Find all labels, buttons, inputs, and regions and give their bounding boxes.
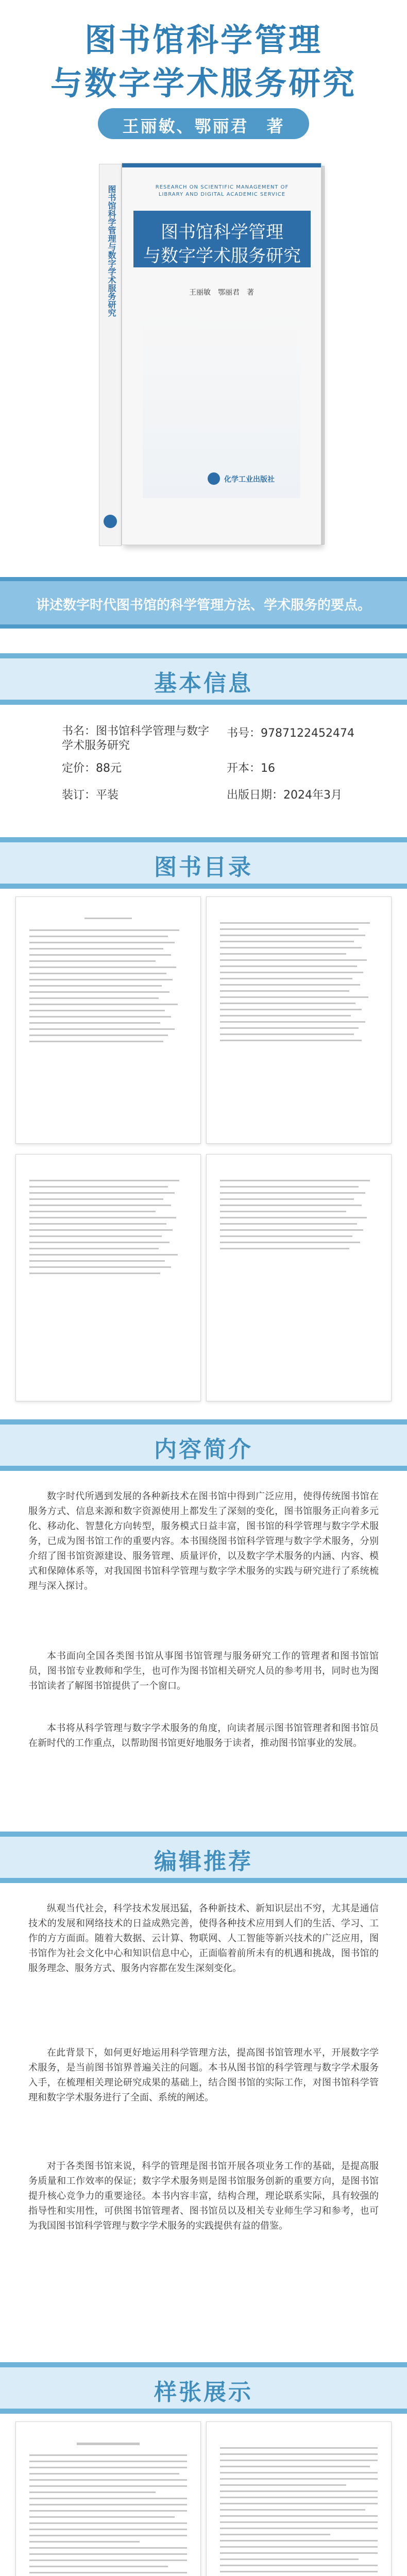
toc-page-4 <box>206 1154 392 1401</box>
spine-publisher-logo <box>104 515 117 528</box>
cover-publisher: 化学工业出版社 <box>224 476 275 484</box>
basic-info-heading: 基本信息 <box>154 670 253 697</box>
intro-body <box>0 1479 407 1819</box>
toc-pages <box>0 896 407 1412</box>
header-top-rule <box>0 1832 407 1837</box>
basic-info-header <box>0 653 407 705</box>
header-bottom-rule <box>0 2409 407 2414</box>
toc-header <box>0 837 407 889</box>
editor-heading: 编辑推荐 <box>154 1849 253 1875</box>
cover-series-en: RESEARCH ON SCIENTIFIC MANAGEMENT OF LIBRARY AND DIGITAL ACADEMIC SERVICE <box>155 184 289 197</box>
hero-authors: 王丽敏、鄂丽君 著 <box>122 116 285 136</box>
editor-body <box>0 1891 407 2354</box>
header-bottom-rule <box>0 1878 407 1883</box>
header-bottom-rule <box>0 884 407 889</box>
intro-heading: 内容简介 <box>154 1436 253 1463</box>
hero-section <box>0 0 407 572</box>
hero-authors-badge <box>98 108 309 139</box>
toc-page-2 <box>206 896 392 1144</box>
book-price: 定价：88元 <box>62 762 122 775</box>
header-top-rule <box>0 653 407 658</box>
hero-title-line1: 图书馆科学管理 <box>84 21 323 59</box>
editor-paragraph-3: 对于各类图书馆来说，科学的管理是图书馆开展各项业务工作的基础，是提高服务质量和工作效率的保证；数字学术服务则是图书馆服务创新的重要方向，是图书馆提升核心竞争力的重要途径。本书内容丰富，结构合理，理论联系实际，具有较强的指导性和实用性，可供图书馆管理者、图书馆员以及相关专业师生学习和参考，也可为我国图书馆科学管理与数字学术服务的实践提供有益的借鉴。 <box>28 2161 379 2231</box>
basic-info-panel <box>0 710 407 818</box>
banner-bottom-rule <box>0 624 407 629</box>
book-binding: 装订：平装 <box>62 789 119 802</box>
tagline-text: 讲述数字时代图书馆的科学管理方法、学术服务的要点。 <box>36 598 371 613</box>
banner-top-rule <box>0 577 407 581</box>
cover-title-line2: 与数字学术服务研究 <box>143 246 301 266</box>
editor-paragraph-2: 在此背景下，如何更好地运用科学管理方法，提高图书馆管理水平，开展数字学术服务，是当前图书馆界普遍关注的问题。本书从图书馆的科学管理与数字学术服务入手，在梳理相关理论研究成果的基础上，结合图书馆的实际工作，对图书馆科学管理和数字学术服务进行了全面、系统的阐述。 <box>28 2047 379 2103</box>
sample-header <box>0 2362 407 2414</box>
cover-authors: 王丽敏 鄂丽君 著 <box>189 289 254 297</box>
header-bottom-rule <box>0 700 407 705</box>
toc-heading: 图书目录 <box>154 854 253 880</box>
toc-page-3 <box>15 1154 201 1401</box>
intro-paragraph-1: 数字时代所遇到发展的各种新技术在图书馆中得到广泛应用，使得传统图书馆在服务方式、信息来源和数字资源使用上都发生了深刻的变化，图书馆服务正向着多元化、移动化、智慧化方向转型，服务模式日益丰富，图书馆的科学管理与数字学术服务，已成为图书馆工作的重要内容。本书围绕图书馆科学管理与数字学术服务，分别介绍了图书馆资源建设、服务管理、质量评价，以及数字学术服务的内涵、内容、模式和保障体系等，对我国图书馆科学管理与数字学术服务的实践与研究进行了系统梳理与深入探讨。 <box>28 1491 379 1591</box>
book-isbn: 书号：9787122452474 <box>227 727 354 740</box>
toc-page-1 <box>15 896 201 1144</box>
book-cover <box>122 163 321 545</box>
cover-title-box <box>133 211 311 267</box>
cover-publisher-logo <box>208 472 220 485</box>
header-top-rule <box>0 2362 407 2367</box>
header-bottom-rule <box>0 1466 407 1471</box>
cover-top-rule <box>122 163 321 167</box>
cover-illustration <box>143 313 300 498</box>
intro-paragraph-3: 本书将从科学管理与数字学术服务的角度，向读者展示图书馆管理者和图书馆员在新时代的工作重点，以帮助图书馆更好地服务于读者，推动图书馆事业的发展。 <box>28 1723 379 1749</box>
book-format: 开本：16 <box>227 762 275 775</box>
intro-header <box>0 1419 407 1471</box>
tagline-banner <box>0 577 407 629</box>
sample-page-1 <box>15 2421 201 2576</box>
book-spine <box>99 164 122 546</box>
book-pub-date: 出版日期：2024年3月 <box>227 789 342 802</box>
book-name: 书名：图书馆科学管理与数字学术服务研究 <box>62 725 210 752</box>
sample-pages <box>0 2421 407 2576</box>
sample-heading: 样张展示 <box>154 2379 253 2405</box>
hero-title-line2: 与数字学术服务研究 <box>50 64 357 102</box>
header-top-rule <box>0 837 407 842</box>
cover-title-line1: 图书馆科学管理 <box>161 222 283 243</box>
editor-header <box>0 1832 407 1883</box>
header-top-rule <box>0 1419 407 1425</box>
editor-paragraph-1: 纵观当代社会，科学技术发展迅猛，各种新技术、新知识层出不穷，尤其是通信技术的发展和网络技术的日益成熟完善，使得各种技术应用到人们的生活、学习、工作的方方面面。随着大数据、云计算、物联网、人工智能等新兴技术的广泛应用，图书馆作为社会文化中心和知识信息中心，正面临着前所未有的机遇和挑战，图书馆的服务理念、服务方式、服务内容都在发生深刻变化。 <box>28 1903 379 1974</box>
sample-page-2 <box>206 2421 392 2576</box>
spine-title: 图书馆科学管理与数字学术服务研究 <box>107 185 116 317</box>
intro-paragraph-2: 本书面向全国各类图书馆从事图书馆管理与服务研究工作的管理者和图书馆馆员，图书馆专业教师和学生，也可作为图书馆相关研究人员的参考用书，同时也为图书馆读者了解图书馆提供了一个窗口。 <box>28 1651 379 1691</box>
